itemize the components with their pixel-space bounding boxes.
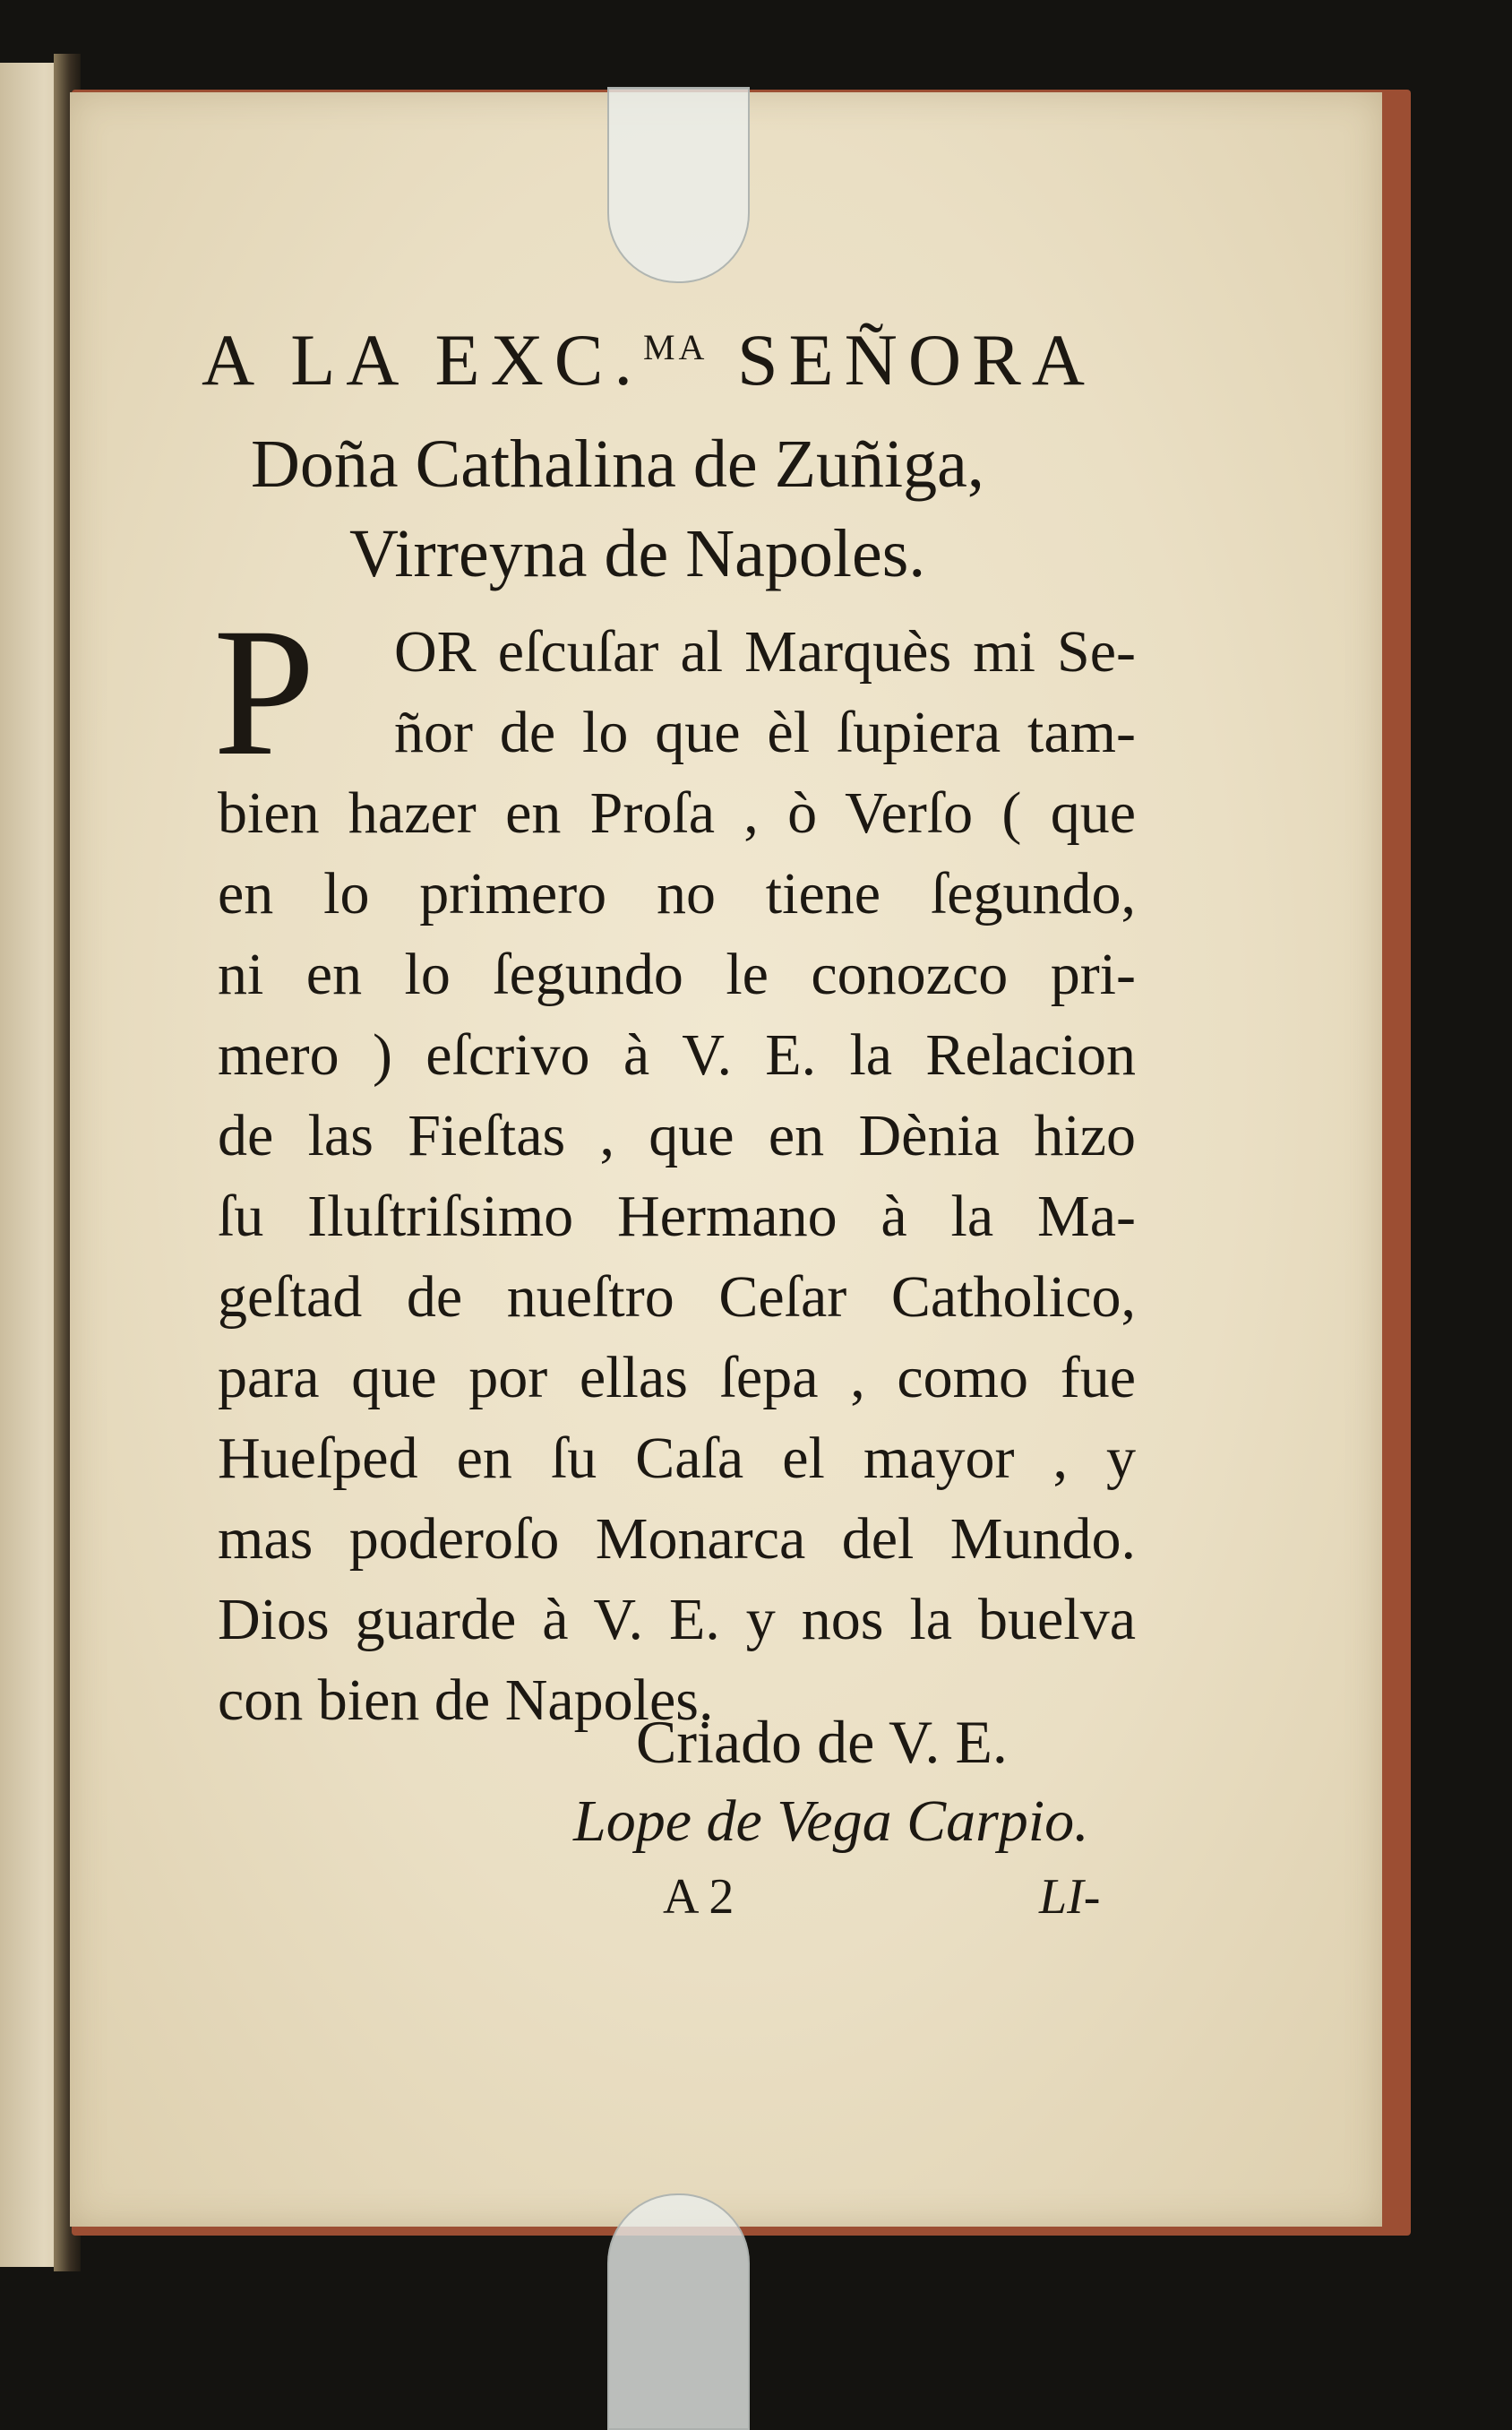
dedication-heading: A LA EXC.$^{MA}$ SEÑORA xyxy=(202,319,1095,401)
body-line: ni en lo ſegundo le conozco pri- xyxy=(218,942,1136,1007)
body-line: mero ) eſcrivo à V. E. la Relacion xyxy=(218,1022,1136,1088)
closing-salutation: Criado de V. E. xyxy=(636,1708,1008,1776)
body-line: para que por ellas ſepa , como fue xyxy=(218,1345,1136,1410)
dedication-title: Virreyna de Napoles. xyxy=(349,516,926,591)
body-line: OR eſcuſar al Marquès mi Se- xyxy=(394,619,1136,685)
heading-superscript: MA xyxy=(642,327,709,367)
body-line: ñor de lo que èl ſupiera tam- xyxy=(394,700,1136,765)
body-line: Hueſped en ſu Caſa el mayor , y xyxy=(218,1426,1136,1491)
page-clip-bottom xyxy=(607,2193,750,2430)
body-line: de las Fieſtas , que en Dènia hizo xyxy=(218,1103,1136,1168)
author-signature: Lope de Vega Carpio. xyxy=(573,1788,1089,1854)
drop-cap: P xyxy=(213,590,316,794)
dedication-addressee: Doña Cathalina de Zuñiga, xyxy=(251,427,984,502)
body-line: ſu Iluſtriſsimo Hermano à la Ma- xyxy=(218,1184,1136,1249)
body-line: Dios guarde à V. E. y nos la buelva xyxy=(218,1587,1136,1652)
body-line: mas poderoſo Monarca del Mundo. xyxy=(218,1506,1136,1572)
body-line: bien hazer en Proſa , ò Verſo ( que xyxy=(218,780,1136,846)
signature-mark: A 2 xyxy=(663,1869,735,1925)
catchword: LI- xyxy=(1039,1869,1101,1925)
page-clip-top xyxy=(607,87,750,283)
body-line: con bien de Napoles. xyxy=(218,1667,714,1733)
body-line: en lo primero no tiene ſegundo, xyxy=(218,861,1136,926)
body-line: geſtad de nueſtro Ceſar Catholico, xyxy=(218,1264,1136,1330)
